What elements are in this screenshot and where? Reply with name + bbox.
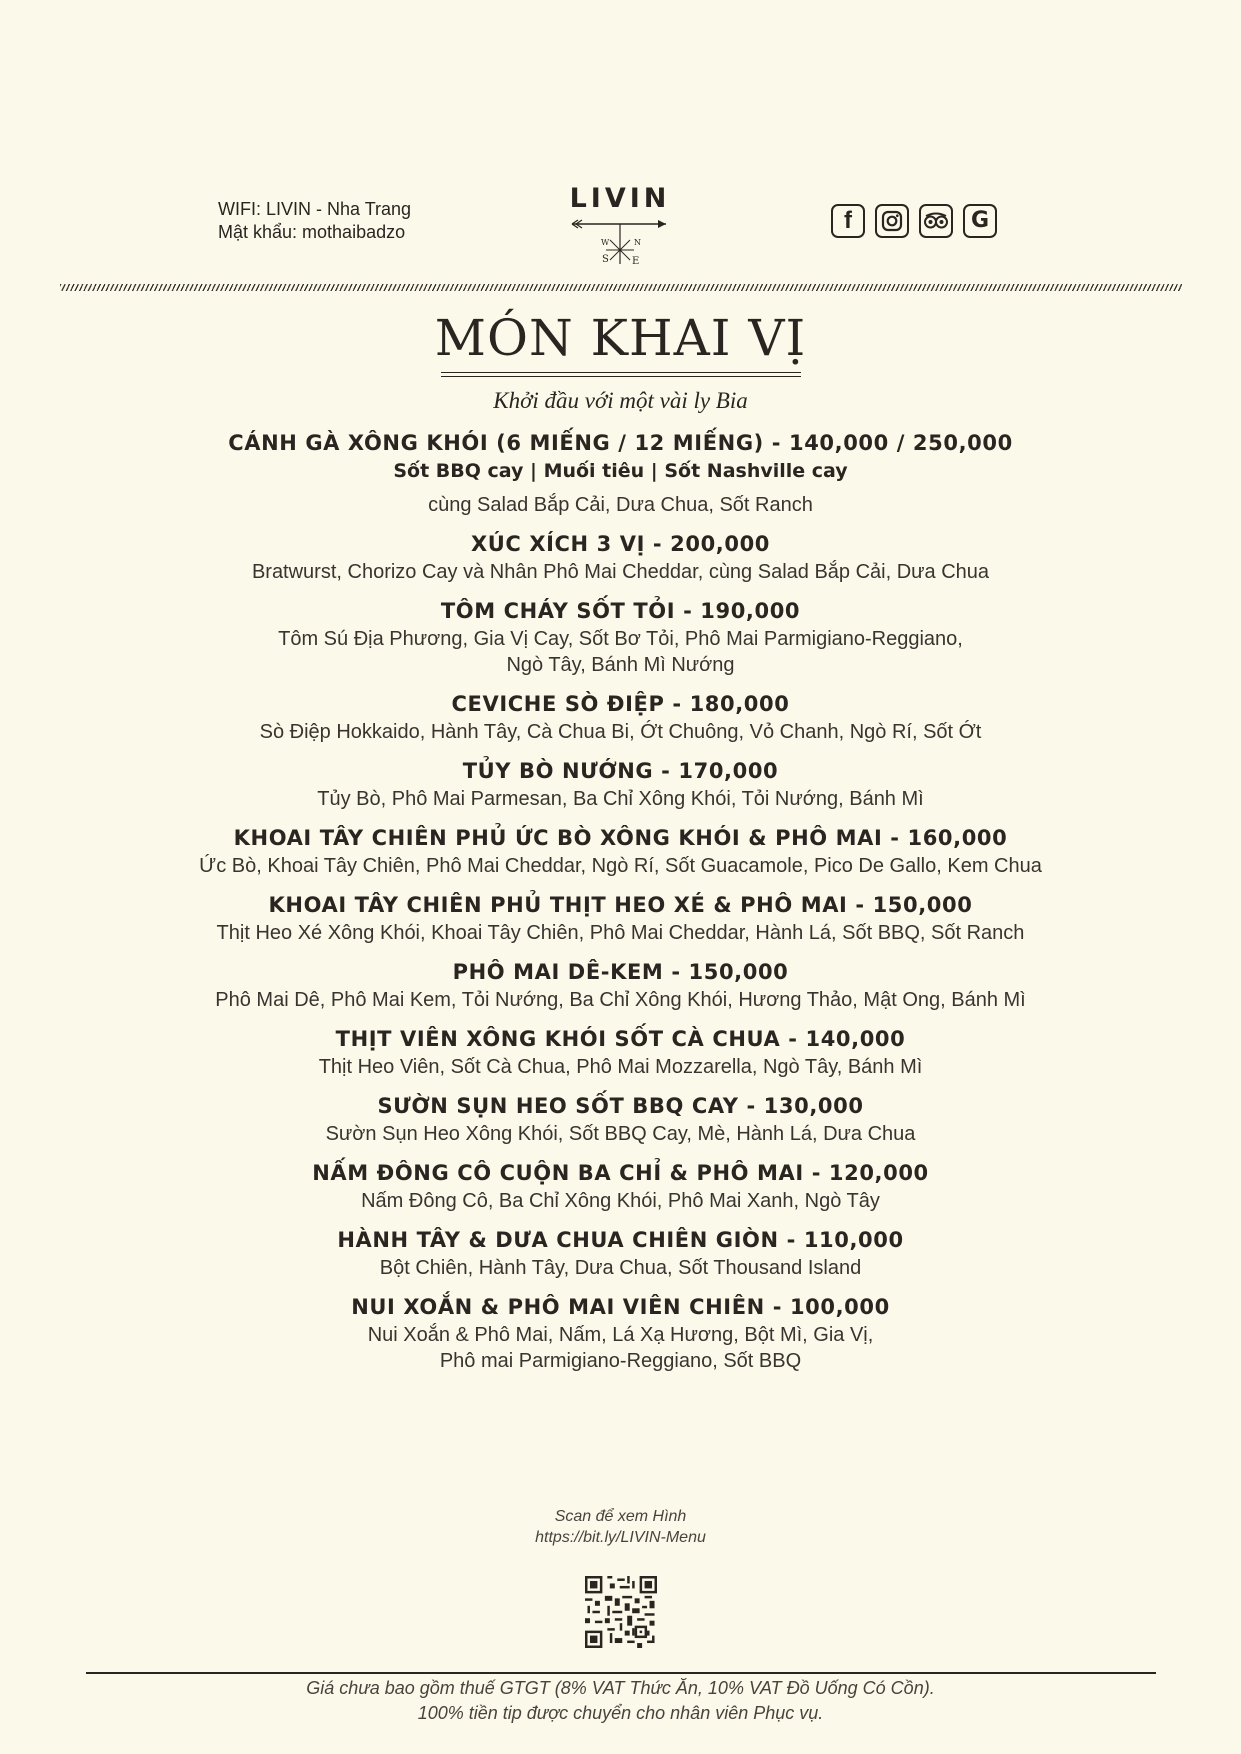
- item-description: Tôm Sú Địa Phương, Gia Vị Cay, Sốt Bơ Tỏi, Phô Mai Parmigiano-Reggiano, Ngò Tây, Bánh Mì Nướng: [278, 628, 963, 676]
- logo-text: LIVIN: [569, 183, 671, 214]
- menu-item: [0, 1024, 1241, 1080]
- vat-note: Giá chưa bao gồm thuế GTGT (8% VAT Thức Ăn, 10% VAT Đồ Uống Có Cồn).: [306, 1678, 935, 1698]
- compass-arrow-icon: [568, 216, 672, 266]
- item-description: Bột Chiên, Hành Tây, Dưa Chua, Sốt Thousand Island: [379, 1257, 862, 1279]
- svg-text:S: S: [602, 254, 609, 265]
- menu-item: [0, 1225, 1241, 1281]
- item-name: CÁNH GÀ XÔNG KHÓI (6 MIẾNG / 12 MIẾNG) - 140,000 / 250,000: [228, 431, 1013, 455]
- item-name: TÔM CHÁY SỐT TỎI - 190,000: [440, 599, 801, 623]
- item-name: SƯỜN SỤN HEO SỐT BBQ CAY - 130,000: [377, 1094, 864, 1118]
- wifi-name: WIFI: LIVIN - Nha Trang: [218, 199, 412, 219]
- item-description: Sò Điệp Hokkaido, Hành Tây, Cà Chua Bi, Ớt Chuông, Vỏ Chanh, Ngò Rí, Sốt Ớt: [259, 721, 982, 743]
- menu-item: [0, 823, 1241, 879]
- qr-code[interactable]: [585, 1576, 657, 1648]
- footer-note: [0, 1676, 1241, 1726]
- menu-item: [0, 957, 1241, 1013]
- menu-item: [0, 529, 1241, 585]
- wifi-password: Mật khẩu: mothaibadzo: [218, 222, 406, 242]
- scan-info: [0, 1506, 1241, 1548]
- item-description: Tủy Bò, Phô Mai Parmesan, Ba Chỉ Xông Khói, Tỏi Nướng, Bánh Mì: [317, 788, 924, 810]
- footer-divider: [86, 1672, 1156, 1674]
- tip-note: 100% tiền tip được chuyển cho nhân viên Phục vụ.: [417, 1703, 824, 1723]
- item-name: NUI XOẮN & PHÔ MAI VIÊN CHIÊN - 100,000: [351, 1295, 890, 1319]
- menu-item: [0, 1091, 1241, 1147]
- item-name: CEVICHE SÒ ĐIỆP - 180,000: [451, 692, 790, 716]
- menu-item: [0, 1158, 1241, 1214]
- menu-item: [0, 890, 1241, 946]
- google-icon[interactable]: G: [963, 204, 997, 238]
- item-name: PHÔ MAI DÊ-KEM - 150,000: [452, 960, 789, 984]
- menu-item: [0, 689, 1241, 745]
- menu-list: [0, 428, 1241, 1374]
- instagram-icon[interactable]: [875, 204, 909, 238]
- menu-item: [0, 596, 1241, 678]
- item-description: Bratwurst, Chorizo Cay và Nhân Phô Mai Cheddar, cùng Salad Bắp Cải, Dưa Chua: [251, 561, 990, 583]
- item-name: NẤM ĐÔNG CÔ CUỘN BA CHỈ & PHÔ MAI - 120,000: [312, 1161, 929, 1185]
- menu-item: [0, 428, 1241, 518]
- item-name: THỊT VIÊN XÔNG KHÓI SỐT CÀ CHUA - 140,000: [335, 1027, 906, 1051]
- item-sauces: Sốt BBQ cay | Muối tiêu | Sốt Nashville cay: [393, 460, 848, 482]
- header-divider: [60, 284, 1182, 291]
- tripadvisor-icon[interactable]: [919, 204, 953, 238]
- item-name: TỦY BÒ NƯỚNG - 170,000: [462, 759, 779, 783]
- facebook-icon[interactable]: f: [831, 204, 865, 238]
- wifi-info: [218, 198, 411, 244]
- item-name: KHOAI TÂY CHIÊN PHỦ THỊT HEO XÉ & PHÔ MAI - 150,000: [268, 893, 973, 917]
- item-name: KHOAI TÂY CHIÊN PHỦ ỨC BÒ XÔNG KHÓI & PHÔ MAI - 160,000: [233, 826, 1008, 850]
- item-description: Nấm Đông Cô, Ba Chỉ Xông Khói, Phô Mai Xanh, Ngò Tây: [361, 1190, 880, 1212]
- item-name: XÚC XÍCH 3 VỊ - 200,000: [470, 532, 771, 556]
- menu-item: [0, 756, 1241, 812]
- section-subtitle: Khởi đầu với một vài ly Bia: [493, 388, 748, 413]
- item-description: Thịt Heo Xé Xông Khói, Khoai Tây Chiên, Phô Mai Cheddar, Hành Lá, Sốt BBQ, Sốt Ranch: [216, 922, 1025, 944]
- menu-url-link[interactable]: https://bit.ly/LIVIN-Menu: [535, 1529, 706, 1546]
- menu-item: [0, 1292, 1241, 1374]
- item-description: Nui Xoắn & Phô Mai, Nấm, Lá Xạ Hương, Bột Mì, Gia Vị, Phô mai Parmigiano-Reggiano, Sốt BBQ: [367, 1324, 874, 1372]
- section-title: MÓN KHAI VỊ: [434, 309, 807, 367]
- item-name: HÀNH TÂY & DƯA CHUA CHIÊN GIÒN - 110,000: [337, 1228, 904, 1252]
- section-title-wrap: [0, 308, 1241, 374]
- item-description: Ức Bò, Khoai Tây Chiên, Phô Mai Cheddar, Ngò Rí, Sốt Guacamole, Pico De Gallo, Kem Chua: [199, 855, 1042, 877]
- title-underline: [441, 372, 801, 377]
- item-description: Thịt Heo Viên, Sốt Cà Chua, Phô Mai Mozzarella, Ngò Tây, Bánh Mì: [318, 1056, 923, 1078]
- scan-label: Scan để xem Hình: [554, 1508, 687, 1525]
- social-links: [831, 204, 997, 238]
- item-description: Phô Mai Dê, Phô Mai Kem, Tỏi Nướng, Ba Chỉ Xông Khói, Hương Thảo, Mật Ong, Bánh Mì: [215, 989, 1026, 1011]
- item-description: cùng Salad Bắp Cải, Dưa Chua, Sốt Ranch: [428, 494, 813, 516]
- svg-text:W: W: [601, 238, 610, 247]
- svg-text:E: E: [632, 256, 640, 266]
- livin-logo: [560, 184, 680, 266]
- svg-text:N: N: [634, 238, 641, 247]
- item-description: Sườn Sụn Heo Xông Khói, Sốt BBQ Cay, Mè, Hành Lá, Dưa Chua: [325, 1123, 916, 1145]
